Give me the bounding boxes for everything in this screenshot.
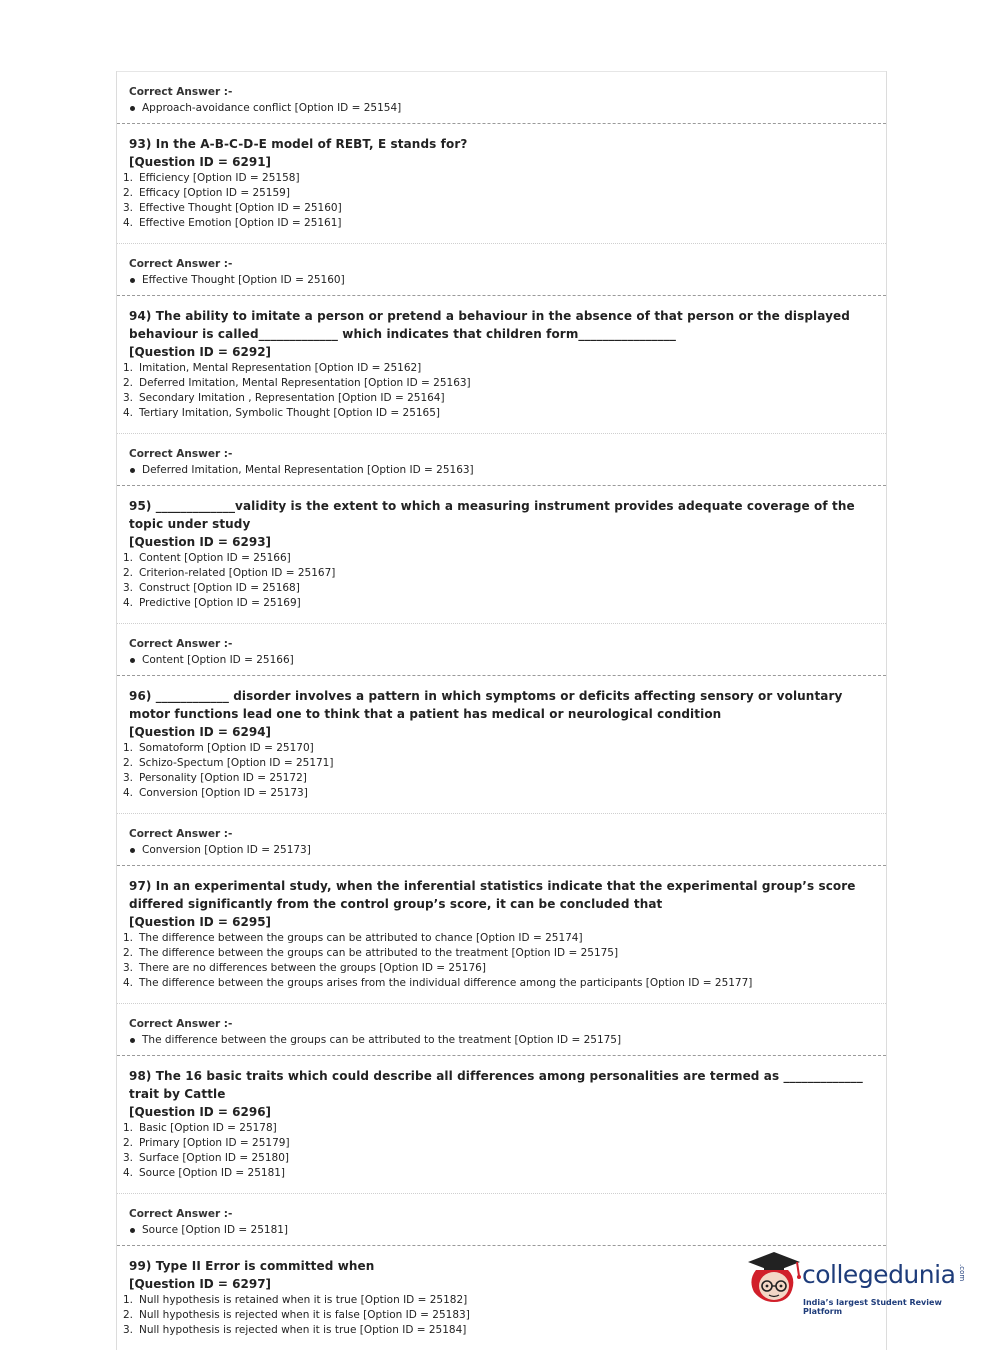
- question-block: [117, 865, 886, 1003]
- option-item: [123, 786, 874, 801]
- option-text: Secondary Imitation , Representation [Option ID = 25164]: [139, 392, 445, 404]
- option-text: The difference between the groups can be attributed to chance [Option ID = 25174]: [139, 932, 583, 944]
- correct-answer-value: Approach-avoidance conflict [Option ID = 25154]: [129, 100, 874, 116]
- option-number: 1.: [123, 1294, 134, 1306]
- option-number: 1.: [123, 1122, 134, 1134]
- option-item: [123, 581, 874, 596]
- option-text: Imitation, Mental Representation [Option ID = 25162]: [139, 362, 422, 374]
- option-item: [123, 946, 874, 961]
- question-block: [117, 675, 886, 813]
- correct-answer-block: [117, 243, 886, 295]
- option-number: 3.: [123, 392, 134, 404]
- question-text: 98) The 16 basic traits which could describe all differences among personalities are termed as _____________ trait by Cattle: [129, 1069, 863, 1101]
- option-text: There are no differences between the groups [Option ID = 25176]: [139, 962, 486, 974]
- option-item: [123, 931, 874, 946]
- option-text: Efficiency [Option ID = 25158]: [139, 172, 300, 184]
- option-item: [123, 171, 874, 186]
- option-number: 3.: [123, 1152, 134, 1164]
- correct-answer-value: Effective Thought [Option ID = 25160]: [129, 272, 874, 288]
- correct-answer-value: Source [Option ID = 25181]: [129, 1222, 874, 1238]
- option-list: [123, 1121, 874, 1181]
- option-item: [123, 961, 874, 976]
- option-number: 1.: [123, 552, 134, 564]
- correct-answer-label: Correct Answer :-: [129, 448, 233, 460]
- option-number: 1.: [123, 362, 134, 374]
- question-id: [Question ID = 6296]: [129, 1105, 272, 1119]
- option-text: Deferred Imitation, Mental Representation [Option ID = 25163]: [139, 377, 471, 389]
- option-text: Effective Thought [Option ID = 25160]: [139, 202, 342, 214]
- correct-answer-label: Correct Answer :-: [129, 828, 233, 840]
- question-block: [117, 295, 886, 433]
- logo-dotcom: .com: [958, 1264, 966, 1282]
- correct-answer-block: [117, 433, 886, 485]
- correct-answer-block: [117, 1003, 886, 1055]
- option-item: [123, 406, 874, 421]
- correct-answer-label: Correct Answer :-: [129, 1208, 233, 1220]
- option-item: [123, 756, 874, 771]
- option-list: [123, 931, 874, 991]
- option-text: Schizo-Spectum [Option ID = 25171]: [139, 757, 334, 769]
- question-id: [Question ID = 6292]: [129, 345, 272, 359]
- question-text: 93) In the A-B-C-D-E model of REBT, E stands for?: [129, 137, 468, 151]
- question-text: 99) Type II Error is committed when: [129, 1259, 375, 1273]
- option-list: [123, 551, 874, 611]
- correct-answer-block: [117, 1193, 886, 1245]
- logo-tagline: India’s largest Student Review Platform: [803, 1298, 942, 1316]
- option-item: [123, 976, 874, 991]
- option-text: Primary [Option ID = 25179]: [139, 1137, 290, 1149]
- option-number: 3.: [123, 1324, 134, 1336]
- option-list: [123, 171, 874, 231]
- option-number: 2.: [123, 567, 134, 579]
- option-text: Conversion [Option ID = 25173]: [139, 787, 308, 799]
- option-text: Content [Option ID = 25166]: [139, 552, 291, 564]
- option-number: 2.: [123, 1309, 134, 1321]
- option-item: [123, 1166, 874, 1181]
- option-text: Surface [Option ID = 25180]: [139, 1152, 289, 1164]
- option-number: 2.: [123, 1137, 134, 1149]
- option-text: Somatoform [Option ID = 25170]: [139, 742, 314, 754]
- option-item: [123, 566, 874, 581]
- correct-answer-block: [117, 623, 886, 675]
- option-text: Criterion-related [Option ID = 25167]: [139, 567, 336, 579]
- question-id: [Question ID = 6295]: [129, 915, 272, 929]
- correct-answer-label: Correct Answer :-: [129, 1018, 233, 1030]
- option-number: 3.: [123, 772, 134, 784]
- question-text: 95) _____________validity is the extent to which a measuring instrument provides adequate coverage of the topic under study: [129, 499, 855, 531]
- option-number: 3.: [123, 582, 134, 594]
- option-text: Construct [Option ID = 25168]: [139, 582, 300, 594]
- option-item: [123, 186, 874, 201]
- correct-answer-block: [117, 71, 886, 123]
- option-number: 4.: [123, 407, 134, 419]
- correct-answer-value: Deferred Imitation, Mental Representation [Option ID = 25163]: [129, 462, 874, 478]
- option-item: [123, 361, 874, 376]
- option-item: [123, 1151, 874, 1166]
- option-text: Basic [Option ID = 25178]: [139, 1122, 277, 1134]
- correct-answer-value: Content [Option ID = 25166]: [129, 652, 874, 668]
- correct-answer-block: [117, 813, 886, 865]
- option-text: Tertiary Imitation, Symbolic Thought [Option ID = 25165]: [139, 407, 441, 419]
- question-block: [117, 123, 886, 243]
- option-item: [123, 1323, 874, 1338]
- option-number: 3.: [123, 962, 134, 974]
- question-id: [Question ID = 6294]: [129, 725, 272, 739]
- option-item: [123, 596, 874, 611]
- option-item: [123, 376, 874, 391]
- option-text: The difference between the groups arises from the individual difference among the participants [Option ID = 25177]: [139, 977, 753, 989]
- option-text: Efficacy [Option ID = 25159]: [139, 187, 290, 199]
- question-id: [Question ID = 6291]: [129, 155, 272, 169]
- question-block: [117, 1055, 886, 1193]
- option-number: 4.: [123, 217, 134, 229]
- option-number: 2.: [123, 187, 134, 199]
- option-item: [123, 1121, 874, 1136]
- option-text: Personality [Option ID = 25172]: [139, 772, 307, 784]
- question-document: [116, 71, 887, 1350]
- option-number: 2.: [123, 757, 134, 769]
- option-text: Null hypothesis is retained when it is true [Option ID = 25182]: [139, 1294, 468, 1306]
- option-number: 4.: [123, 977, 134, 989]
- correct-answer-value: The difference between the groups can be attributed to the treatment [Option ID = 25175]: [129, 1032, 874, 1048]
- question-id: [Question ID = 6293]: [129, 535, 272, 549]
- option-item: [123, 1136, 874, 1151]
- option-number: 2.: [123, 377, 134, 389]
- option-number: 4.: [123, 787, 134, 799]
- question-id: [Question ID = 6297]: [129, 1277, 272, 1291]
- option-text: The difference between the groups can be attributed to the treatment [Option ID = 25175]: [139, 947, 619, 959]
- option-number: 4.: [123, 1167, 134, 1179]
- option-text: Null hypothesis is rejected when it is true [Option ID = 25184]: [139, 1324, 467, 1336]
- correct-answer-label: Correct Answer :-: [129, 638, 233, 650]
- option-item: [123, 741, 874, 756]
- student-mascot-icon: [742, 1250, 804, 1312]
- correct-answer-label: Correct Answer :-: [129, 86, 233, 98]
- option-number: 3.: [123, 202, 134, 214]
- logo-wordmark: collegedunia: [802, 1260, 956, 1289]
- option-number: 4.: [123, 597, 134, 609]
- option-item: [123, 216, 874, 231]
- option-text: Source [Option ID = 25181]: [139, 1167, 286, 1179]
- option-item: [123, 391, 874, 406]
- correct-answer-value: Conversion [Option ID = 25173]: [129, 842, 874, 858]
- option-number: 1.: [123, 932, 134, 944]
- option-number: 1.: [123, 172, 134, 184]
- option-item: [123, 201, 874, 216]
- correct-answer-label: Correct Answer :-: [129, 258, 233, 270]
- option-list: [123, 741, 874, 801]
- question-text: 97) In an experimental study, when the inferential statistics indicate that the experimental group’s score differed significantly from the control group’s score, it can be concluded that: [129, 879, 856, 911]
- option-number: 1.: [123, 742, 134, 754]
- option-text: Effective Emotion [Option ID = 25161]: [139, 217, 342, 229]
- option-number: 2.: [123, 947, 134, 959]
- question-block: [117, 485, 886, 623]
- option-item: [123, 551, 874, 566]
- option-text: Predictive [Option ID = 25169]: [139, 597, 301, 609]
- option-item: [123, 771, 874, 786]
- question-text: 94) The ability to imitate a person or pretend a behaviour in the absence of that person or the displayed behaviour is called_____________ which indicates that children form________________: [129, 309, 850, 341]
- option-text: Null hypothesis is rejected when it is false [Option ID = 25183]: [139, 1309, 470, 1321]
- questions-list: [117, 123, 886, 1350]
- question-text: 96) ____________ disorder involves a pattern in which symptoms or deficits affecting sensory or voluntary motor functions lead one to think that a patient has medical or neurological condition: [129, 689, 843, 721]
- collegedunia-logo: [742, 1250, 972, 1320]
- option-list: [123, 361, 874, 421]
